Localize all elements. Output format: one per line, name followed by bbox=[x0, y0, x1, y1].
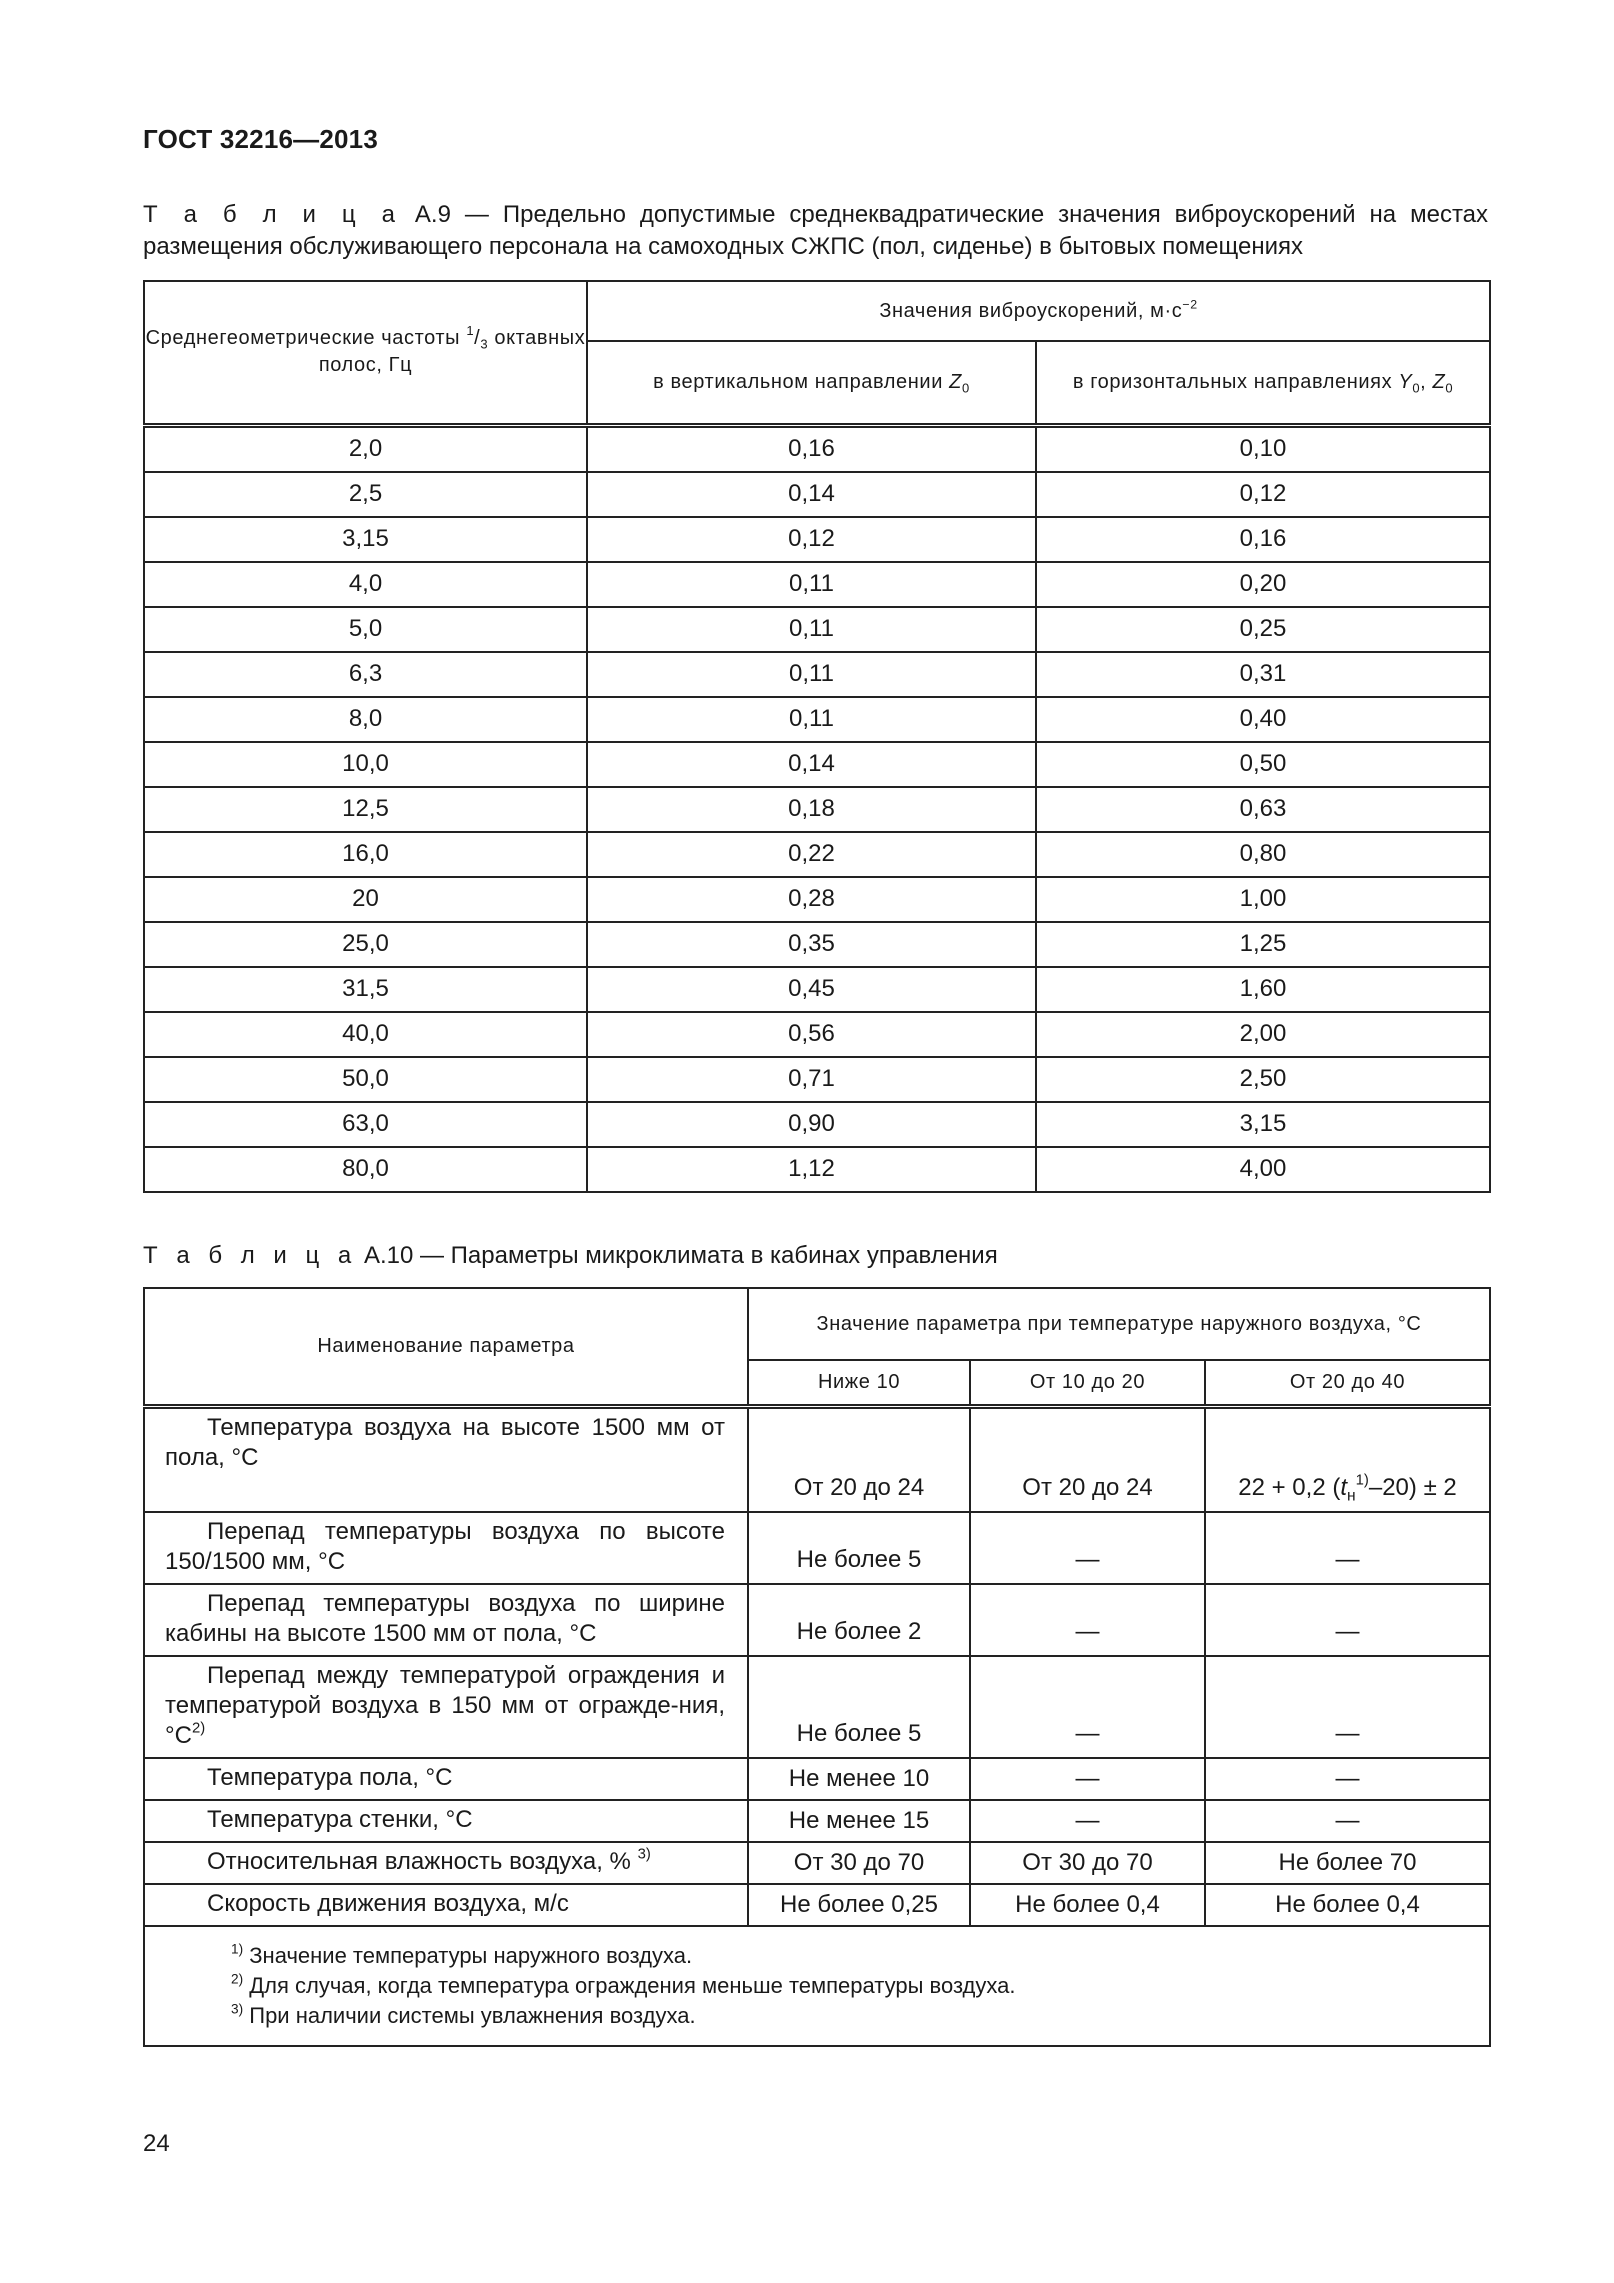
table-row bbox=[144, 607, 1490, 652]
frequency-cell: 4,0 bbox=[144, 562, 587, 607]
table-row bbox=[144, 1057, 1490, 1102]
horizontal-cell: 0,20 bbox=[1036, 562, 1490, 607]
table-row bbox=[144, 1800, 1490, 1842]
frequency-cell: 40,0 bbox=[144, 1012, 587, 1057]
header-20-to-40: От 20 до 40 bbox=[1205, 1360, 1490, 1406]
10-to-20-cell: От 20 до 24 bbox=[970, 1406, 1205, 1512]
horizontal-cell: 2,50 bbox=[1036, 1057, 1490, 1102]
table-row bbox=[144, 1102, 1490, 1147]
below-10-cell: Не более 2 bbox=[748, 1584, 970, 1656]
horizontal-cell: 0,80 bbox=[1036, 832, 1490, 877]
frequency-cell: 2,0 bbox=[144, 425, 587, 472]
frequency-cell: 80,0 bbox=[144, 1147, 587, 1192]
vertical-cell: 0,35 bbox=[587, 922, 1036, 967]
vertical-cell: 0,16 bbox=[587, 425, 1036, 472]
table-row bbox=[144, 697, 1490, 742]
table-row bbox=[144, 1884, 1490, 1926]
footnote: $^{3)}$ При наличии системы увлажнения воздуха. bbox=[231, 2001, 696, 2028]
caption-number: А.10 bbox=[363, 1242, 414, 1269]
vertical-cell: 0,71 bbox=[587, 1057, 1036, 1102]
vertical-cell: 0,90 bbox=[587, 1102, 1036, 1147]
horizontal-cell: 1,60 bbox=[1036, 967, 1490, 1012]
horizontal-cell: 0,63 bbox=[1036, 787, 1490, 832]
frequency-cell: 63,0 bbox=[144, 1102, 587, 1147]
frequency-cell: 10,0 bbox=[144, 742, 587, 787]
horizontal-cell: 0,40 bbox=[1036, 697, 1490, 742]
header-vertical: в вертикальном направлении $Z_0$ bbox=[587, 341, 1036, 425]
frequency-cell: 12,5 bbox=[144, 787, 587, 832]
footnote: $^{2)}$ Для случая, когда температура ограждения меньше температуры воздуха. bbox=[231, 1971, 1016, 1998]
frequency-cell: 25,0 bbox=[144, 922, 587, 967]
horizontal-cell: 2,00 bbox=[1036, 1012, 1490, 1057]
table-row bbox=[144, 1406, 1490, 1512]
table-row bbox=[144, 1656, 1490, 1758]
table-row bbox=[144, 877, 1490, 922]
footnote: $^{1)}$ Значение температуры наружного воздуха. bbox=[231, 1941, 693, 1968]
table-row bbox=[144, 967, 1490, 1012]
table-row bbox=[144, 1012, 1490, 1057]
table-row bbox=[144, 562, 1490, 607]
table-a10 bbox=[143, 1287, 1491, 2047]
parameter-name-cell: Относительная влажность воздуха, % $^{3)}$ bbox=[144, 1842, 748, 1884]
frequency-cell: 2,5 bbox=[144, 472, 587, 517]
footnotes bbox=[144, 1926, 1490, 2046]
vertical-cell: 0,14 bbox=[587, 472, 1036, 517]
table-row bbox=[144, 742, 1490, 787]
caption-dash: — bbox=[419, 1242, 444, 1269]
header-10-to-20: От 10 до 20 bbox=[970, 1360, 1205, 1406]
20-to-40-cell: — bbox=[1205, 1800, 1490, 1842]
10-to-20-cell: — bbox=[970, 1656, 1205, 1758]
10-to-20-cell: От 30 до 70 bbox=[970, 1842, 1205, 1884]
horizontal-cell: 0,12 bbox=[1036, 472, 1490, 517]
header-frequency bbox=[144, 281, 587, 425]
frequency-cell: 31,5 bbox=[144, 967, 587, 1012]
horizontal-cell: 3,15 bbox=[1036, 1102, 1490, 1147]
caption-number: А.9 bbox=[414, 201, 451, 228]
vertical-cell: 1,12 bbox=[587, 1147, 1036, 1192]
vertical-cell: 0,14 bbox=[587, 742, 1036, 787]
header-below-10: Ниже 10 bbox=[748, 1360, 970, 1406]
10-to-20-cell: — bbox=[970, 1800, 1205, 1842]
10-to-20-cell: — bbox=[970, 1512, 1205, 1584]
vertical-cell: 0,11 bbox=[587, 562, 1036, 607]
caption-label: Т а б л и ц а bbox=[143, 201, 401, 228]
header-frequency-post: октавных полос, Гц bbox=[318, 327, 586, 377]
10-to-20-cell: — bbox=[970, 1584, 1205, 1656]
caption-text: Предельно допустимые среднеквадратические значения виброускорений на местах размещения обслуживающего персонала на самоходных СЖПС (пол, сиденье) в бытовых помещениях bbox=[143, 201, 1489, 260]
horizontal-cell: 0,10 bbox=[1036, 425, 1490, 472]
frequency-cell: 6,3 bbox=[144, 652, 587, 697]
table-row bbox=[144, 1512, 1490, 1584]
table-row bbox=[144, 832, 1490, 877]
header-values: Значения виброускорений, $м\cdot с^{-2}$ bbox=[587, 281, 1490, 341]
parameter-name-cell: Перепад температуры воздуха по ширине кабины на высоте 1500 мм от пола, °С bbox=[144, 1584, 748, 1656]
table-row bbox=[144, 922, 1490, 967]
20-to-40-cell: — bbox=[1205, 1656, 1490, 1758]
table-a9-caption bbox=[143, 199, 1488, 263]
below-10-cell: От 20 до 24 bbox=[748, 1406, 970, 1512]
table-row bbox=[144, 1842, 1490, 1884]
table-row bbox=[144, 1147, 1490, 1192]
footnote-ref: 2) bbox=[191, 1720, 206, 1737]
parameter-name-cell: Температура пола, °С bbox=[144, 1758, 748, 1800]
20-to-40-cell: Не более 0,4 bbox=[1205, 1884, 1490, 1926]
10-to-20-cell: Не более 0,4 bbox=[970, 1884, 1205, 1926]
table-a9 bbox=[143, 280, 1491, 1193]
20-to-40-cell: — bbox=[1205, 1512, 1490, 1584]
table-row bbox=[144, 517, 1490, 562]
parameter-name-cell: Температура воздуха на высоте 1500 мм от пола, °С bbox=[144, 1406, 748, 1512]
caption-label: Т а б л и ц а bbox=[143, 1242, 358, 1269]
frequency-cell: 16,0 bbox=[144, 832, 587, 877]
header-frequency-pre: Среднегеометрические частоты bbox=[145, 327, 461, 350]
10-to-20-cell: — bbox=[970, 1758, 1205, 1800]
vertical-cell: 0,11 bbox=[587, 607, 1036, 652]
formula-cell: 22 + 0,2 $(t_н^{1)}-20) \pm 2$ bbox=[1205, 1406, 1490, 1512]
horizontal-cell: 1,25 bbox=[1036, 922, 1490, 967]
table-row bbox=[144, 787, 1490, 832]
parameter-name-cell: Скорость движения воздуха, м/с bbox=[144, 1884, 748, 1926]
20-to-40-cell: — bbox=[1205, 1584, 1490, 1656]
vertical-cell: 0,56 bbox=[587, 1012, 1036, 1057]
frequency-cell: 20 bbox=[144, 877, 587, 922]
vertical-cell: 0,12 bbox=[587, 517, 1036, 562]
below-10-cell: Не менее 10 bbox=[748, 1758, 970, 1800]
table-row bbox=[144, 652, 1490, 697]
vertical-cell: 0,11 bbox=[587, 652, 1036, 697]
parameter-name-cell: Перепад температуры воздуха по высоте 150/1500 мм, °С bbox=[144, 1512, 748, 1584]
frequency-cell: 3,15 bbox=[144, 517, 587, 562]
table-a10-caption bbox=[143, 1240, 1488, 1272]
document-header: ГОСТ 32216—2013 bbox=[143, 124, 378, 154]
one-third-fraction: $^1/_3$ bbox=[466, 323, 489, 352]
vertical-cell: 0,28 bbox=[587, 877, 1036, 922]
header-parameter-name: Наименование параметра bbox=[144, 1288, 748, 1406]
frequency-cell: 50,0 bbox=[144, 1057, 587, 1102]
vertical-cell: 0,11 bbox=[587, 697, 1036, 742]
header-horizontal: в горизонтальных направлениях $Y_0$, $Z_0$ bbox=[1036, 341, 1490, 425]
20-to-40-cell: — bbox=[1205, 1758, 1490, 1800]
caption-dash: — bbox=[464, 201, 489, 228]
page-number: 24 bbox=[143, 2130, 170, 2157]
below-10-cell: Не более 0,25 bbox=[748, 1884, 970, 1926]
parameter-name-cell: Перепад между температурой ограждения и температурой воздуха в 150 мм от огражде-ния, $^\circ С^{2)}$ bbox=[144, 1656, 748, 1758]
horizontal-cell: 0,50 bbox=[1036, 742, 1490, 787]
horizontal-cell: 0,16 bbox=[1036, 517, 1490, 562]
below-10-cell: Не менее 15 bbox=[748, 1800, 970, 1842]
vertical-cell: 0,18 bbox=[587, 787, 1036, 832]
below-10-cell: Не более 5 bbox=[748, 1656, 970, 1758]
vertical-cell: 0,22 bbox=[587, 832, 1036, 877]
header-parameter-value: Значение параметра при температуре наружного воздуха, °С bbox=[748, 1288, 1490, 1360]
parameter-name-cell: Температура стенки, °С bbox=[144, 1800, 748, 1842]
caption-text: Параметры микроклимата в кабинах управления bbox=[450, 1242, 998, 1269]
table-row bbox=[144, 1584, 1490, 1656]
table-row bbox=[144, 425, 1490, 472]
footnote-ref: 3) bbox=[637, 1846, 651, 1863]
horizontal-cell: 0,25 bbox=[1036, 607, 1490, 652]
vertical-cell: 0,45 bbox=[587, 967, 1036, 1012]
table-row bbox=[144, 1758, 1490, 1800]
below-10-cell: От 30 до 70 bbox=[748, 1842, 970, 1884]
frequency-cell: 8,0 bbox=[144, 697, 587, 742]
horizontal-cell: 0,31 bbox=[1036, 652, 1490, 697]
below-10-cell: Не более 5 bbox=[748, 1512, 970, 1584]
20-to-40-cell: Не более 70 bbox=[1205, 1842, 1490, 1884]
table-row bbox=[144, 472, 1490, 517]
frequency-cell: 5,0 bbox=[144, 607, 587, 652]
horizontal-cell: 4,00 bbox=[1036, 1147, 1490, 1192]
horizontal-cell: 1,00 bbox=[1036, 877, 1490, 922]
